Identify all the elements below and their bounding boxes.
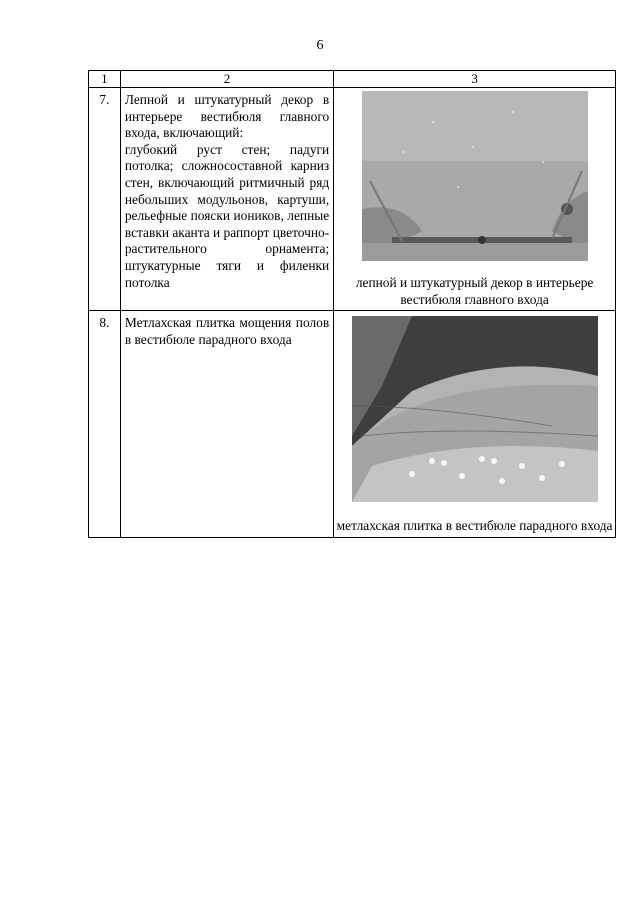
column-header: 2 <box>120 71 333 88</box>
photo-cell <box>334 311 616 538</box>
page-number: 6 <box>316 38 324 53</box>
column-header: 3 <box>334 71 616 88</box>
description-text: Лепной и штукатурный декор в интерьере вестибюля главного входа, включающий: <box>124 92 330 141</box>
row-number: 7. <box>89 88 121 311</box>
photo-cell <box>334 88 616 311</box>
row-description <box>120 311 333 538</box>
row-number: 8. <box>89 311 121 538</box>
table-header-row <box>89 71 616 88</box>
description-text: Метлахская плитка мощения полов в вестибюле парадного входа <box>124 315 330 347</box>
vestibule-ceiling-photo <box>362 91 588 261</box>
photo-caption: метлахская плитка в вестибюле парадного входа <box>336 518 613 534</box>
column-header: 1 <box>89 71 121 88</box>
description-text: глубокий руст стен; падуги потолка; сложносоставной карниз стен, включающий ритмичный ряд небольших модульонов, картуши, рельефные пояски иоников, лепные вставки аканта и раппорт цветочно-растительного орнамента; штукатурные тяги и филенки потолка <box>124 141 330 290</box>
table-row <box>89 88 616 311</box>
vestibule-floor-tile-photo <box>352 316 598 502</box>
table-row <box>89 311 616 538</box>
photo-caption: лепной и штукатурный декор в интерьере вестибюля главного входа <box>355 275 594 307</box>
row-description <box>120 88 333 311</box>
registry-table <box>88 70 616 538</box>
